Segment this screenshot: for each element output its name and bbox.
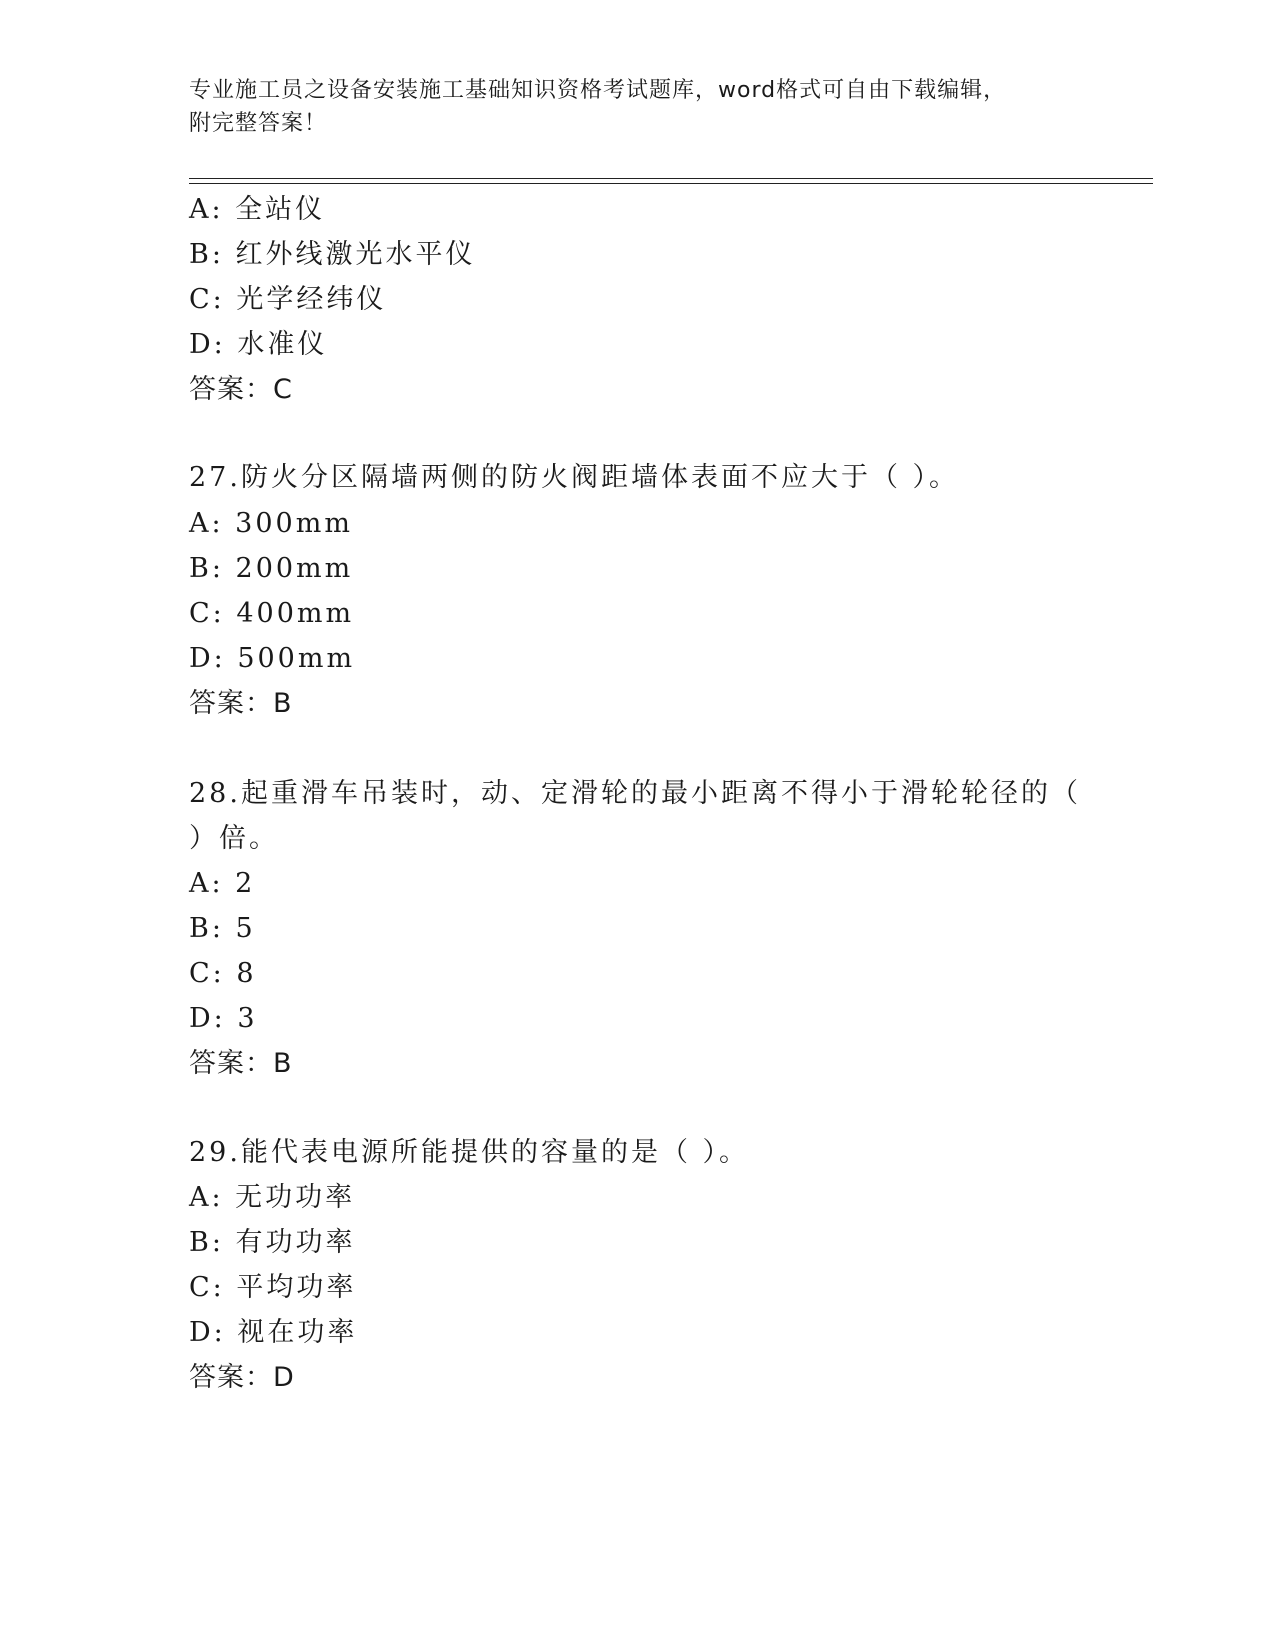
q26-answer: 答案：C <box>189 374 293 405</box>
q27-option-b: B: 200mm <box>189 553 354 584</box>
q29-option-d: D: 视在功率 <box>189 1317 358 1348</box>
header-line-1: 专业施工员之设备安装施工基础知识资格考试题库，word格式可自由下载编辑， <box>189 78 1007 103</box>
q28-answer: 答案：B <box>189 1048 293 1079</box>
q28-option-a: A: 2 <box>189 868 256 899</box>
q28-option-b: B: 5 <box>189 913 256 944</box>
q27-answer: 答案：B <box>189 688 293 719</box>
q27-question: 27.防火分区隔墙两侧的防火阀距墙体表面不应大于（ ）。 <box>189 462 960 493</box>
q28-question-line-1: 28.起重滑车吊装时，动、定滑轮的最小距离不得小于滑轮轮径的（ <box>189 778 1081 809</box>
document-header <box>189 74 1089 140</box>
header-line-2: 附完整答案！ <box>189 111 328 136</box>
q28-option-c: C: 8 <box>189 958 257 989</box>
q29-option-b: B: 有功功率 <box>189 1227 356 1258</box>
q28-option-d: D: 3 <box>189 1003 258 1034</box>
q29-option-a: A: 无功功率 <box>189 1182 356 1213</box>
header-divider-bottom <box>189 183 1153 184</box>
q29-question: 29.能代表电源所能提供的容量的是（ ）。 <box>189 1137 750 1168</box>
q28-question-line-2: ）倍。 <box>189 823 279 854</box>
q29-answer: 答案：D <box>189 1362 295 1393</box>
q27-option-d: D: 500mm <box>189 643 356 674</box>
q26-option-d: D: 水准仪 <box>189 329 328 360</box>
q27-option-c: C: 400mm <box>189 598 355 629</box>
q26-option-a: A: 全站仪 <box>189 194 326 225</box>
q27-option-a: A: 300mm <box>189 508 353 539</box>
q26-option-b: B: 红外线激光水平仪 <box>189 239 476 270</box>
header-divider-top <box>189 178 1153 179</box>
q29-option-c: C: 平均功率 <box>189 1272 357 1303</box>
q26-option-c: C: 光学经纬仪 <box>189 284 387 315</box>
